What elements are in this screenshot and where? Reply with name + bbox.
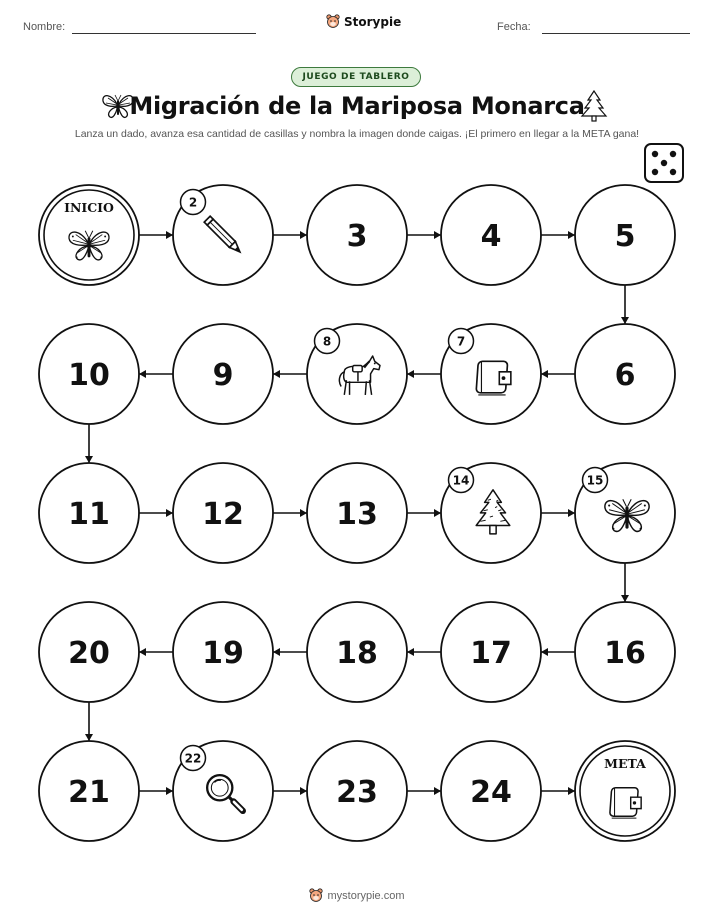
board-space-5[interactable] bbox=[575, 185, 675, 285]
space-number: 6 bbox=[614, 358, 636, 393]
instructions: Lanza un dado, avanza esa cantidad de casillas y nombra la imagen donde caigas. ¡El primero en llegar a la META gana! bbox=[74, 128, 640, 140]
board-space-20[interactable] bbox=[39, 602, 139, 702]
space-number: 22 bbox=[184, 751, 202, 766]
space-number: 21 bbox=[68, 775, 110, 810]
board-space-6[interactable] bbox=[575, 324, 675, 424]
space-number: 20 bbox=[68, 636, 110, 671]
path-arrow bbox=[139, 231, 173, 239]
footer bbox=[0, 888, 714, 903]
space-number: 17 bbox=[470, 636, 512, 671]
board-space-18[interactable] bbox=[307, 602, 407, 702]
space-number: 15 bbox=[586, 473, 604, 488]
path-arrow bbox=[139, 370, 173, 378]
space-number: 2 bbox=[188, 195, 198, 210]
space-number: 10 bbox=[68, 358, 110, 393]
board-space-4[interactable] bbox=[441, 185, 541, 285]
wallet-icon bbox=[476, 361, 511, 395]
path-arrow bbox=[541, 370, 575, 378]
space-number: 11 bbox=[68, 497, 110, 532]
name-label: Nombre: bbox=[23, 21, 66, 33]
game-type-badge: JUEGO DE TABLERO bbox=[291, 67, 421, 87]
space-number: 9 bbox=[212, 358, 234, 393]
brand-name: Storypie bbox=[344, 14, 402, 29]
space-number: 5 bbox=[614, 219, 636, 254]
board-space-8[interactable] bbox=[307, 324, 407, 424]
path-arrow bbox=[541, 787, 575, 795]
space-number: 18 bbox=[336, 636, 378, 671]
board-space-13[interactable] bbox=[307, 463, 407, 563]
board-space-17[interactable] bbox=[441, 602, 541, 702]
space-number: 8 bbox=[322, 334, 332, 349]
board-space-16[interactable] bbox=[575, 602, 675, 702]
board-space-10[interactable] bbox=[39, 324, 139, 424]
path-arrow bbox=[273, 648, 307, 656]
space-number: 16 bbox=[604, 636, 646, 671]
path-arrow bbox=[139, 787, 173, 795]
path-arrow bbox=[541, 509, 575, 517]
path-arrow bbox=[273, 509, 307, 517]
storypie-bear-icon bbox=[309, 888, 323, 903]
board-space-21[interactable] bbox=[39, 741, 139, 841]
path-arrow bbox=[621, 285, 629, 324]
board-space-14[interactable] bbox=[441, 463, 541, 563]
path-arrow bbox=[407, 648, 441, 656]
page-title: Migración de la Mariposa Monarca bbox=[129, 92, 585, 120]
space-number: 23 bbox=[336, 775, 378, 810]
path-arrow bbox=[407, 370, 441, 378]
start-space[interactable] bbox=[39, 185, 139, 285]
wallet-icon bbox=[610, 788, 641, 818]
board-space-3[interactable] bbox=[307, 185, 407, 285]
start-label: INICIO bbox=[64, 200, 114, 215]
path-arrow bbox=[407, 787, 441, 795]
path-arrow bbox=[273, 370, 307, 378]
date-label: Fecha: bbox=[497, 21, 531, 33]
space-number: 14 bbox=[452, 473, 470, 488]
board-space-9[interactable] bbox=[173, 324, 273, 424]
path-arrow bbox=[139, 648, 173, 656]
board-space-11[interactable] bbox=[39, 463, 139, 563]
board-space-2[interactable] bbox=[173, 185, 273, 285]
finish-label: META bbox=[604, 756, 646, 771]
board-space-12[interactable] bbox=[173, 463, 273, 563]
space-number: 13 bbox=[336, 497, 378, 532]
board-space-7[interactable] bbox=[441, 324, 541, 424]
space-number: 7 bbox=[456, 334, 466, 349]
path-arrow bbox=[85, 702, 93, 741]
path-arrow bbox=[85, 424, 93, 463]
space-number: 24 bbox=[470, 775, 512, 810]
space-number: 4 bbox=[480, 219, 502, 254]
path-arrow bbox=[407, 509, 441, 517]
board-space-24[interactable] bbox=[441, 741, 541, 841]
board-space-23[interactable] bbox=[307, 741, 407, 841]
path-arrow bbox=[407, 231, 441, 239]
board-space-15[interactable] bbox=[575, 463, 675, 563]
board-space-19[interactable] bbox=[173, 602, 273, 702]
space-number: 3 bbox=[346, 219, 368, 254]
path-arrow bbox=[273, 787, 307, 795]
finish-space[interactable] bbox=[575, 741, 675, 841]
path-arrow bbox=[273, 231, 307, 239]
space-number: 12 bbox=[202, 497, 244, 532]
space-number: 19 bbox=[202, 636, 244, 671]
board-space-22[interactable] bbox=[173, 741, 273, 841]
path-arrow bbox=[541, 648, 575, 656]
footer-site: mystorypie.com bbox=[327, 889, 405, 902]
path-arrow bbox=[621, 563, 629, 602]
path-arrow bbox=[139, 509, 173, 517]
path-arrow bbox=[541, 231, 575, 239]
